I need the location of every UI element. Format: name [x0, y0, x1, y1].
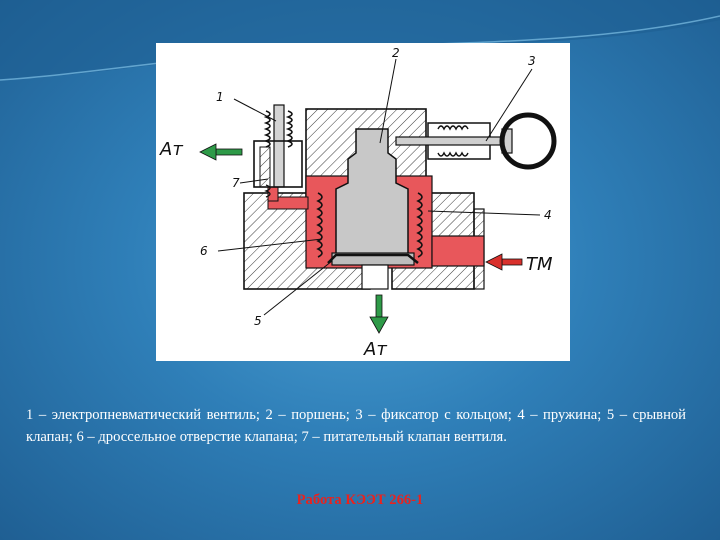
label-tm: ТМ — [526, 254, 553, 275]
electropneumatic-valve — [254, 105, 302, 197]
label-at-bottom: Ат — [364, 339, 387, 360]
exhaust-arrow-bottom — [370, 295, 388, 333]
supply-arrow — [486, 254, 522, 270]
label-at-left: Ат — [160, 139, 183, 160]
label-3: 3 — [528, 54, 536, 68]
label-7: 7 — [232, 176, 240, 190]
label-2: 2 — [392, 46, 400, 60]
figure-caption: 1 – электропневматический вентиль; 2 – поршень; 3 – фиксатор с кольцом; 4 – пружина; 5 – срывной клапан; 6 – дроссельное отверстие клапана; 7 – питательный клапан вентиля. — [26, 407, 686, 445]
valve-diagram — [156, 43, 570, 361]
label-4: 4 — [544, 208, 552, 222]
exhaust-arrow-left — [200, 144, 242, 160]
label-5: 5 — [254, 314, 262, 328]
footer-credit: Работа КЭЭТ 266-1 — [296, 492, 424, 508]
label-1: 1 — [216, 90, 224, 104]
label-6: 6 — [200, 244, 208, 258]
